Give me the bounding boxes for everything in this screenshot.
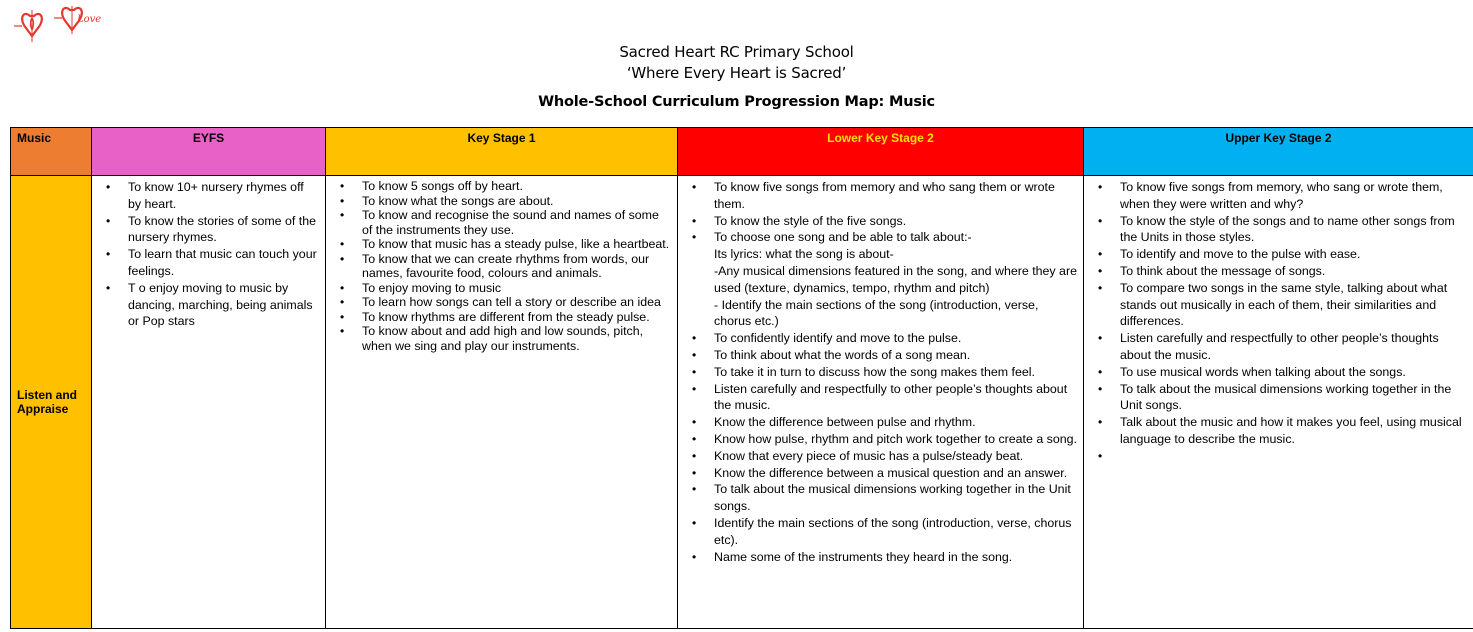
list-item: • To enjoy moving to music	[326, 281, 677, 296]
list-item: • To take it in turn to discuss how the song makes them feel.	[678, 364, 1083, 381]
list-item: • To identify and move to the pulse with ease.	[1084, 246, 1473, 263]
ks1-list	[326, 179, 677, 353]
header-eyfs: EYFS	[92, 128, 326, 176]
list-item: • Know that every piece of music has a pulse/steady beat.	[678, 448, 1083, 465]
list-item: • Know the difference between a musical question and an answer.	[678, 465, 1083, 482]
eyfs-cell	[92, 176, 326, 629]
row-label	[11, 176, 92, 629]
document-title: Whole-School Curriculum Progression Map: Music	[538, 94, 935, 110]
list-item: • To know five songs from memory, who sang or wrote them, when they were written and why?	[1084, 179, 1473, 213]
list-item: • To know 10+ nursery rhymes off by heart.	[92, 179, 325, 213]
list-item: • To know the style of the songs and to name other songs from the Units in those styles.	[1084, 213, 1473, 247]
list-item: • To know five songs from memory and who sang them or wrote them.	[678, 179, 1083, 213]
header-lower-key-stage-2: Lower Key Stage 2	[678, 128, 1084, 176]
school-motto: ‘Where Every Heart is Sacred’	[626, 64, 847, 82]
list-item: • To know and recognise the sound and names of some of the instruments they use.	[326, 208, 677, 237]
school-name: Sacred Heart RC Primary School	[619, 43, 854, 61]
header-upper-key-stage-2: Upper Key Stage 2	[1084, 128, 1473, 176]
list-item: • To use musical words when talking about the songs.	[1084, 364, 1473, 381]
list-item: • To think about what the words of a song mean.	[678, 347, 1083, 364]
list-item: • To learn that music can touch your feelings.	[92, 246, 325, 280]
progression-map-table	[10, 127, 1473, 629]
uks2-cell	[1084, 176, 1473, 629]
list-item: • To choose one song and be able to talk about:- Its lyrics: what the song is about- -Any musical dimensions featured in the song, and where they are used (texture, dynamics, tempo, rhythm and pitch) - Identify the main sections of the song (introduction, verse, chorus etc.)	[678, 229, 1083, 330]
header-music: Music	[11, 128, 92, 176]
page-header	[0, 42, 1473, 112]
uks2-list	[1084, 179, 1473, 465]
list-item: • To talk about the musical dimensions working together in the Unit songs.	[678, 481, 1083, 515]
listen-appraise-row	[11, 176, 1473, 629]
list-item: • To talk about the musical dimensions working together in the Unit songs.	[1084, 381, 1473, 415]
header-row	[11, 128, 1473, 176]
list-item: • Listen carefully and respectfully to other people’s thoughts about the music.	[678, 381, 1083, 415]
eyfs-list	[92, 179, 325, 330]
list-item: • To think about the message of songs.	[1084, 263, 1473, 280]
list-item: • To know the style of the five songs.	[678, 213, 1083, 230]
list-item: • To know rhythms are different from the steady pulse.	[326, 310, 677, 325]
list-item: • To compare two songs in the same style, talking about what stands out musically in each of them, their similarities and differences.	[1084, 280, 1473, 330]
lks2-list	[678, 179, 1083, 565]
list-item: • To know that music has a steady pulse, like a heartbeat.	[326, 237, 677, 252]
list-item: • Identify the main sections of the song (introduction, verse, chorus etc).	[678, 515, 1083, 549]
lks2-cell	[678, 176, 1084, 629]
list-item: • Listen carefully and respectfully to other people’s thoughts about the music.	[1084, 330, 1473, 364]
list-item: • To know that we can create rhythms from words, our names, favourite food, colours and animals.	[326, 252, 677, 281]
list-item	[1084, 448, 1473, 465]
list-item: • Name some of the instruments they heard in the song.	[678, 549, 1083, 566]
list-item: • To confidently identify and move to the pulse.	[678, 330, 1083, 347]
list-item: • To know 5 songs off by heart.	[326, 179, 677, 194]
ks1-cell	[326, 176, 678, 629]
row-label-line1: Listen and	[17, 388, 78, 402]
list-item: • To know about and add high and low sounds, pitch, when we sing and play our instruments.	[326, 324, 677, 353]
header-key-stage-1: Key Stage 1	[326, 128, 678, 176]
list-item: • Know how pulse, rhythm and pitch work together to create a song.	[678, 431, 1083, 448]
list-item: • Know the difference between pulse and rhythm.	[678, 414, 1083, 431]
logo-text: Love	[77, 14, 102, 25]
list-item: • To learn how songs can tell a story or describe an idea	[326, 295, 677, 310]
list-item: • Talk about the music and how it makes you feel, using musical language to describe the music.	[1084, 414, 1473, 448]
list-item: • T o enjoy moving to music by dancing, marching, being animals or Pop stars	[92, 280, 325, 330]
list-item: • To know the stories of some of the nursery rhymes.	[92, 213, 325, 247]
list-item: • To know what the songs are about.	[326, 194, 677, 209]
row-label-line2: Appraise	[17, 402, 69, 416]
